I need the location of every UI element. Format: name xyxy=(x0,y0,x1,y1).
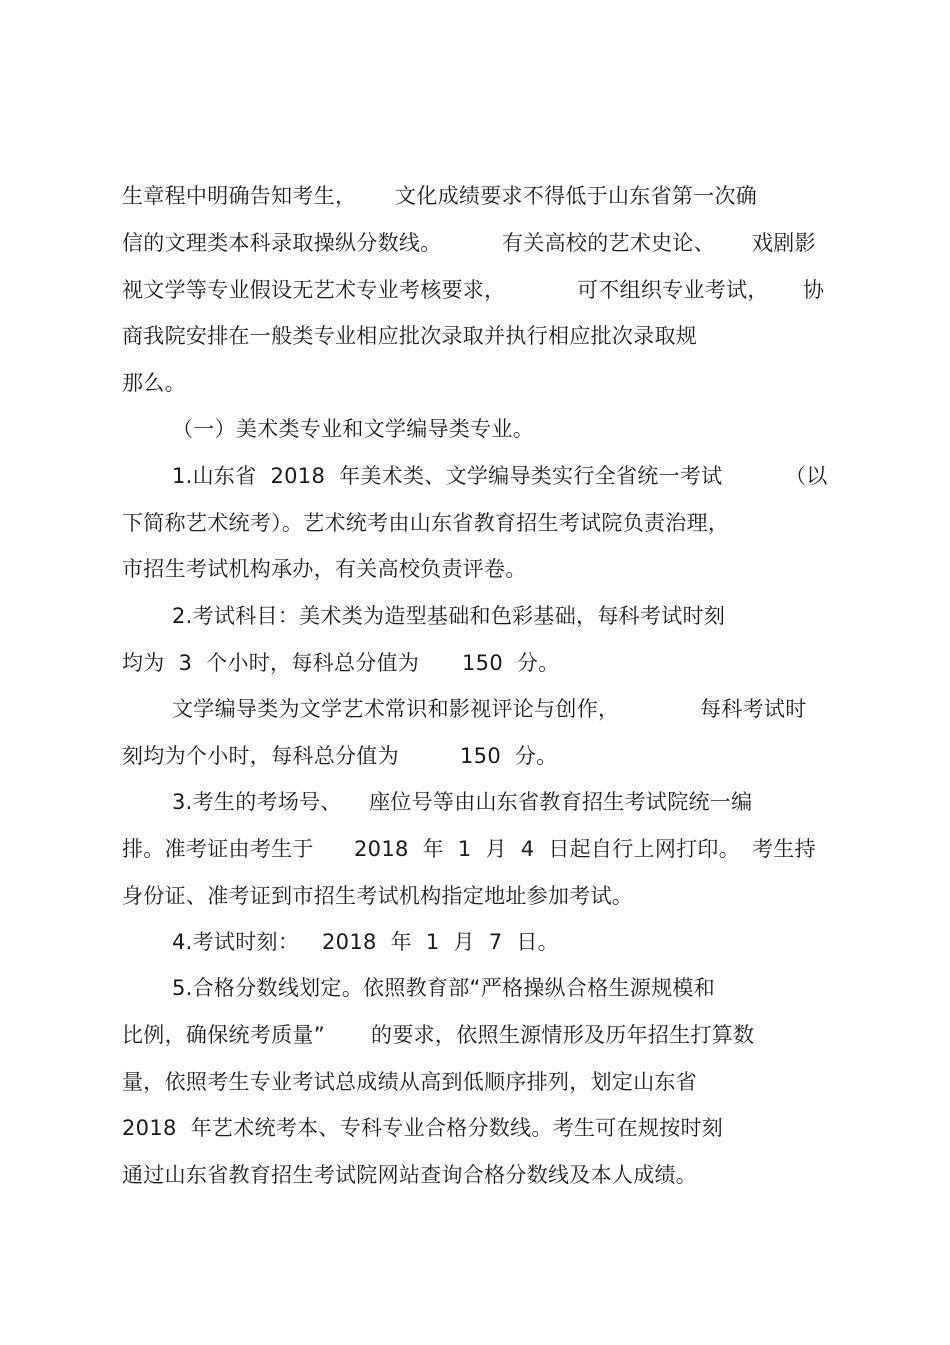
text-segment: 商我院安排在一般类专业相应批次录取并执行相应批次录取规 xyxy=(122,324,698,348)
text-segment: 信的文理类本科录取操纵分数线。 xyxy=(122,231,442,255)
text-line xyxy=(0,600,950,632)
text-segment: 视文学等专业假设无艺术专业考核要求， xyxy=(122,278,506,302)
text-line xyxy=(0,227,950,259)
text-line xyxy=(0,880,950,912)
text-segment: 每科考试时 xyxy=(700,697,807,721)
text-segment: 的要求，依照生源情形及历年招生打算数 xyxy=(371,1023,755,1047)
text-line xyxy=(0,926,950,958)
text-segment: 5.合格分数线划定。依照教育部“严格操纵合格生源规模和 xyxy=(172,976,716,1000)
text-segment: 1.山东省 2018 年美术类、文学编导类实行全省统一考试 xyxy=(172,464,723,488)
text-segment: 通过山东省教育招生考试院网站查询合格分数线及本人成绩。 xyxy=(122,1163,698,1187)
text-segment: 2018 年艺术统考本、专科专业合格分数线。考生可在规按时刻 xyxy=(122,1116,724,1140)
text-segment: （以 xyxy=(785,464,828,488)
text-segment: 刻均为个小时，每科总分值为 xyxy=(122,744,399,768)
text-line xyxy=(0,367,950,399)
text-segment: 2018 年 1 月 7 日。 xyxy=(322,930,559,954)
text-segment: 比例，确保统考质量” xyxy=(122,1023,325,1047)
text-line xyxy=(0,1019,950,1051)
text-segment: 150 分。 xyxy=(460,744,558,768)
text-segment: 排。准考证由考生于 xyxy=(122,837,314,861)
text-segment: 3.考生的考场号、 xyxy=(172,790,342,814)
text-line xyxy=(0,647,950,679)
text-segment: 那么。 xyxy=(122,371,186,395)
text-line xyxy=(0,1112,950,1144)
text-line xyxy=(0,320,950,352)
text-segment: （一）美术类专业和文学编导类专业。 xyxy=(172,417,535,441)
text-line xyxy=(0,833,950,865)
text-line xyxy=(0,693,950,725)
text-line xyxy=(0,786,950,818)
text-segment: 身份证、准考证到市招生考试机构指定地址参加考试。 xyxy=(122,884,634,908)
text-line xyxy=(0,972,950,1004)
text-line xyxy=(0,1159,950,1191)
text-segment: 协 xyxy=(803,278,825,302)
section-heading xyxy=(0,413,950,445)
text-segment: 均为 3 个小时，每科总分值为 xyxy=(122,651,420,675)
text-line xyxy=(0,180,950,212)
text-line xyxy=(0,740,950,772)
text-segment: 文学编导类为文学艺术常识和影视评论与创作， xyxy=(172,697,620,721)
text-line xyxy=(0,274,950,306)
text-segment: 有关高校的艺术史论、 xyxy=(502,231,715,255)
text-segment: 戏剧影 xyxy=(752,231,816,255)
text-segment: 生章程中明确告知考生， xyxy=(122,184,357,208)
text-line xyxy=(0,553,950,585)
text-segment: 可不组织专业考试， xyxy=(577,278,769,302)
text-segment: 量，依照考生专业考试总成绩从高到低顺序排列，划定山东省 xyxy=(122,1070,698,1094)
text-segment: 文化成绩要求不得低于山东省第一次确 xyxy=(395,184,758,208)
text-segment: 市招生考试机构承办，有关高校负责评卷。 xyxy=(122,557,527,581)
text-segment: 150 分。 xyxy=(462,651,560,675)
text-segment: 2.考试科目：美术类为造型基础和色彩基础，每科考试时刻 xyxy=(172,604,726,628)
text-segment: 下简称艺术统考）。艺术统考由山东省教育招生考试院负责治理， xyxy=(122,511,730,535)
text-segment: 4.考试时刻： xyxy=(172,930,300,954)
text-segment: 考生持 xyxy=(752,837,816,861)
text-line xyxy=(0,460,950,492)
text-line xyxy=(0,1066,950,1098)
text-line xyxy=(0,507,950,539)
text-segment: 座位号等由山东省教育招生考试院统一编 xyxy=(369,790,753,814)
text-segment: 2018 年 1 月 4 日起自行上网打印。 xyxy=(354,837,741,861)
